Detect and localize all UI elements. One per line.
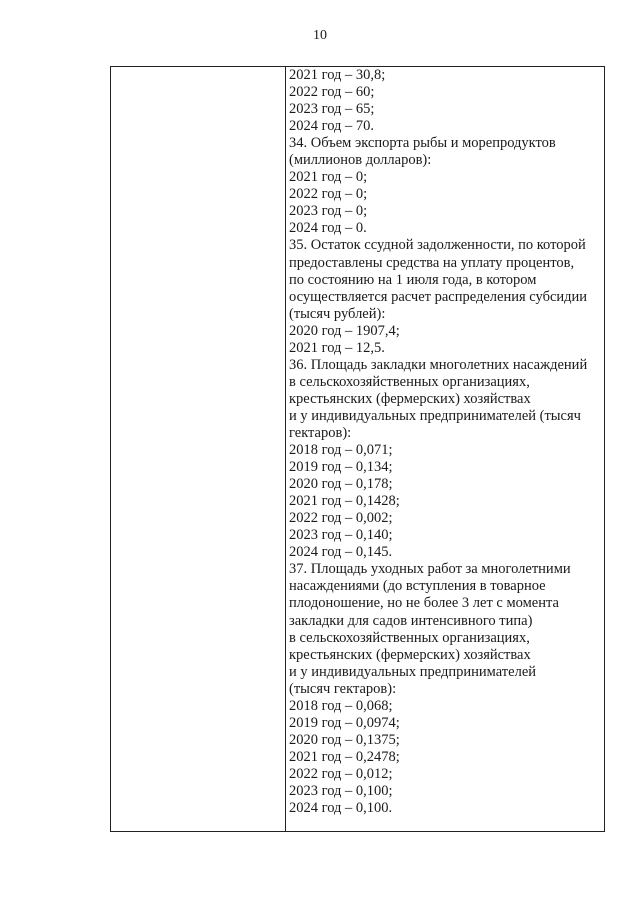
text-line: 2023 год – 0,100;	[289, 782, 393, 799]
text-line: 2022 год – 0,012;	[289, 765, 393, 782]
text-line: 2023 год – 0,140;	[289, 527, 393, 544]
text-line: предоставлены средства на уплату процентов,	[289, 254, 575, 271]
text-line: осуществляется расчет распределения субсидии	[289, 288, 588, 305]
text-line: 2021 год – 0;	[289, 169, 368, 186]
text-line: плодоношение, но не более 3 лет с момента	[289, 595, 559, 612]
text-line: (миллионов долларов):	[289, 152, 432, 169]
text-line: 36. Площадь закладки многолетних насаждений	[289, 356, 588, 373]
text-line: 2018 год – 0,071;	[289, 442, 393, 459]
text-line: 2018 год – 0,068;	[289, 697, 393, 714]
text-line: крестьянских (фермерских) хозяйствах	[289, 646, 531, 663]
text-line: 2021 год – 0,2478;	[289, 748, 400, 765]
text-line: 2020 год – 0,178;	[289, 476, 393, 493]
text-line: 2019 год – 0,0974;	[289, 714, 400, 731]
text-line: в сельскохозяйственных организациях,	[289, 373, 530, 390]
text-line: по состоянию на 1 июля года, в котором	[289, 271, 537, 288]
text-line: 2022 год – 0;	[289, 186, 368, 203]
text-line: и у индивидуальных предпринимателей (тысяч	[289, 407, 581, 424]
text-line: 2023 год – 65;	[289, 101, 375, 118]
text-line: 2022 год – 60;	[289, 84, 375, 101]
text-line: закладки для садов интенсивного типа)	[289, 612, 533, 629]
text-line: в сельскохозяйственных организациях,	[289, 629, 530, 646]
page-number: 10	[313, 28, 327, 43]
text-line: (тысяч гектаров):	[289, 680, 397, 697]
text-line: 2023 год – 0;	[289, 203, 368, 220]
text-line: 2022 год – 0,002;	[289, 510, 393, 527]
text-line: 34. Объем экспорта рыбы и морепродуктов	[289, 135, 556, 152]
text-line: 2024 год – 0,100.	[289, 800, 393, 817]
text-line: 2024 год – 0,145.	[289, 544, 393, 561]
text-line: 2021 год – 30,8;	[289, 67, 386, 83]
text-line: гектаров):	[289, 424, 352, 441]
text-line: 37. Площадь уходных работ за многолетними	[289, 561, 571, 578]
text-line: 2019 год – 0,134;	[289, 459, 393, 476]
text-line: насаждениями (до вступления в товарное	[289, 578, 546, 595]
text-line: 2020 год – 0,1375;	[289, 731, 400, 748]
table-right-column	[286, 67, 604, 831]
document-table	[110, 66, 605, 832]
table-left-column	[111, 67, 286, 831]
text-line: 2020 год – 1907,4;	[289, 322, 400, 339]
text-line: и у индивидуальных предпринимателей	[289, 663, 537, 680]
text-line: (тысяч рублей):	[289, 305, 386, 322]
text-line: 2021 год – 0,1428;	[289, 493, 400, 510]
text-line: 2024 год – 0.	[289, 220, 367, 237]
text-line: 35. Остаток ссудной задолженности, по которой	[289, 237, 586, 254]
text-line: крестьянских (фермерских) хозяйствах	[289, 390, 531, 407]
text-line: 2021 год – 12,5.	[289, 339, 385, 356]
text-line: 2024 год – 70.	[289, 118, 375, 135]
